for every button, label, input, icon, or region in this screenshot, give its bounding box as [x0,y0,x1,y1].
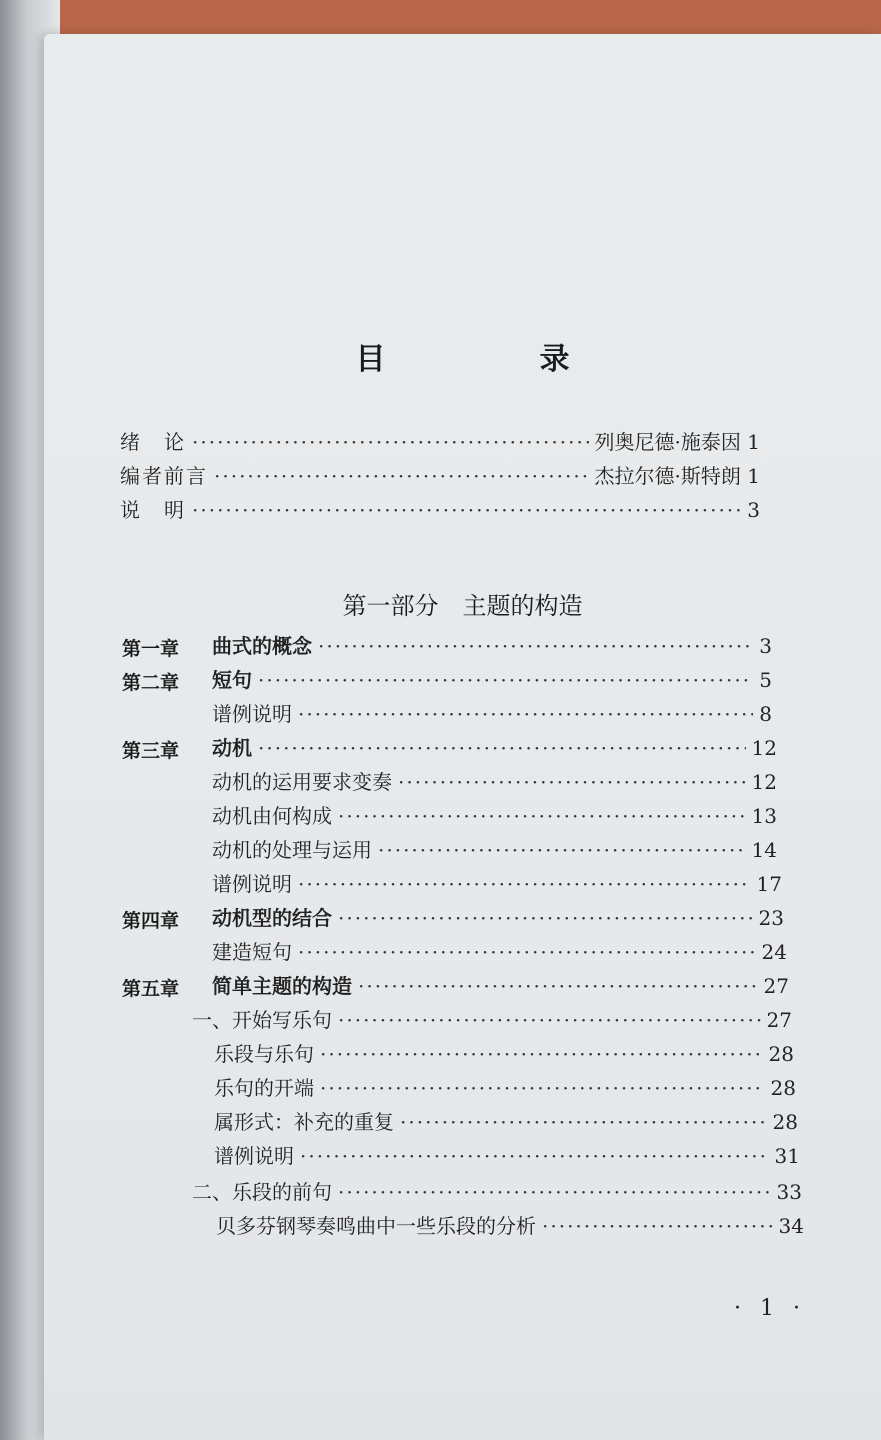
toc-entry-label: 说 明 [120,498,186,522]
toc-entry-page: 3 [747,498,760,522]
toc-entry [212,800,777,829]
toc-entry [212,834,777,863]
toc-entry [212,698,772,727]
toc-entry [214,1106,798,1135]
leader-dots [192,498,741,522]
toc-entry [212,732,777,761]
toc-entry-page: 3 [759,634,772,658]
toc-entry [212,902,784,931]
toc-entry-title: 动机的处理与运用 [212,838,372,862]
toc-entry-title: 谱例说明 [212,872,292,896]
toc-entry-title: 简单主题的构造 [212,974,352,998]
leader-dots [378,838,746,862]
toc-entry-page: 8 [759,702,772,726]
leader-dots [400,1110,767,1134]
toc-entry [214,1038,794,1067]
toc-entry-page: 23 [758,906,784,930]
leader-dots [358,974,758,998]
toc-entry-page: 33 [776,1180,802,1204]
toc-entry-title: 动机 [212,736,252,760]
leader-dots [214,464,589,488]
leader-dots [398,770,746,794]
book-page [44,34,881,1440]
toc-entry [216,1210,804,1239]
leader-dots [338,1180,771,1204]
toc-entry-title: 动机由何构成 [212,804,332,828]
toc-entry-page: 13 [751,804,777,828]
chapter-label: 第二章 [122,672,180,694]
toc-entry-page: 12 [751,736,777,760]
leader-dots [320,1076,765,1100]
toc-entry-page: 杰拉尔德·斯特朗 1 [594,464,760,488]
part-number: 第一部分 [342,592,439,620]
chapter-label: 第四章 [122,910,180,932]
toc-entry-title: 二、乐段的前句 [192,1180,332,1204]
leader-dots [300,1144,769,1168]
toc-entry-intro [120,426,760,455]
toc-entry-notes [120,494,760,523]
leader-dots [338,1008,761,1032]
chapter-label: 第一章 [122,638,180,660]
toc-entry-page: 24 [761,940,787,964]
toc-entry-title: 一、开始写乐句 [192,1008,332,1032]
page-number: · 1 · [734,1296,806,1321]
chapter-label: 第三章 [122,740,180,762]
toc-entry [192,1004,792,1033]
chapter-label: 第五章 [122,978,180,1000]
part-heading [44,586,881,621]
toc-entry [214,1072,796,1101]
toc-entry-page: 12 [751,770,777,794]
part-name: 主题的构造 [462,592,583,620]
toc-entry-page: 5 [759,668,772,692]
leader-dots [298,872,751,896]
toc-entry [212,664,772,693]
toc-entry-title: 动机型的结合 [212,906,332,930]
toc-entry-title: 曲式的概念 [212,634,312,658]
toc-entry [212,630,772,659]
leader-dots [338,906,753,930]
toc-entry-page: 17 [756,872,782,896]
leader-dots [542,1214,773,1238]
toc-entry-page: 31 [774,1144,800,1168]
toc-entry-page: 28 [772,1110,798,1134]
toc-entry-page: 27 [766,1008,792,1032]
leader-dots [320,1042,763,1066]
page-title: 目 录 [355,342,632,377]
toc-entry [212,970,789,999]
toc-entry-page: 27 [763,974,789,998]
toc-entry-page: 14 [751,838,777,862]
toc-entry [214,1140,800,1169]
toc-entry-title: 谱例说明 [214,1144,294,1168]
leader-dots [192,430,589,454]
toc-entry-title: 动机的运用要求变奏 [212,770,392,794]
toc-entry-title: 属形式：补充的重复 [214,1110,394,1134]
toc-entry-title: 谱例说明 [212,702,292,726]
toc-entry-title: 贝多芬钢琴奏鸣曲中一些乐段的分析 [216,1214,536,1238]
toc-entry-page: 列奥尼德·施泰因 1 [594,430,760,454]
toc-entry-title: 短句 [212,668,252,692]
leader-dots [258,736,746,760]
toc-entry [212,936,787,965]
toc-entry-title: 乐句的开端 [214,1076,314,1100]
toc-entry-title: 建造短句 [212,940,292,964]
leader-dots [318,634,753,658]
leader-dots [298,702,753,726]
leader-dots [258,668,753,692]
leader-dots [298,940,756,964]
toc-entry-label: 绪 论 [120,430,186,454]
toc-entry [212,766,777,795]
toc-entry-title: 乐段与乐句 [214,1042,314,1066]
toc-entry-page: 34 [778,1214,804,1238]
toc-entry-editor-preface [120,460,760,489]
leader-dots [338,804,746,828]
toc-entry-label: 编者前言 [120,464,208,488]
toc-entry [212,868,782,897]
toc-entry-page: 28 [768,1042,794,1066]
toc-entry-page: 28 [770,1076,796,1100]
toc-entry [192,1176,802,1205]
